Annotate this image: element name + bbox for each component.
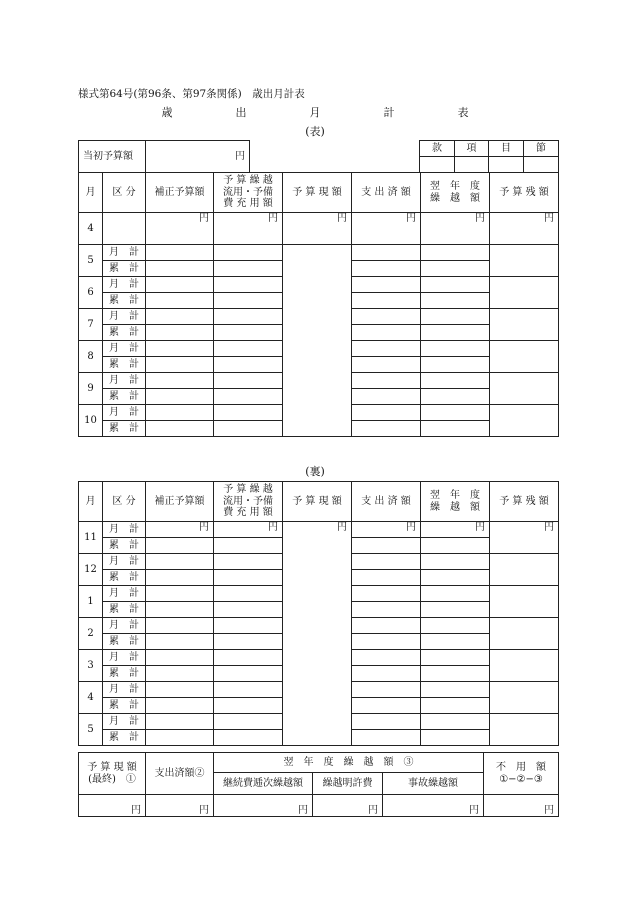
month-cell: 8 bbox=[79, 341, 103, 373]
summary-table bbox=[78, 752, 559, 817]
summary-value-explicit: 円 bbox=[313, 795, 383, 817]
class-kan: 款 bbox=[420, 141, 455, 157]
row-cumulative: 累 計 bbox=[103, 730, 146, 746]
class-setsu: 節 bbox=[524, 141, 559, 157]
row-monthly: 月 計 bbox=[103, 341, 146, 357]
row-monthly: 月 計 bbox=[103, 650, 146, 666]
row-monthly: 月 計 bbox=[103, 405, 146, 421]
header-month: 月 bbox=[79, 482, 103, 522]
back-side-label: (裏) bbox=[305, 465, 325, 478]
month-cell: 5 bbox=[79, 245, 103, 277]
row-cumulative: 累 計 bbox=[103, 325, 146, 341]
summary-current-final: 予 算 現 額 (最終) ① bbox=[79, 753, 146, 795]
row-cumulative: 累 計 bbox=[103, 634, 146, 650]
row-monthly: 月 計 bbox=[103, 714, 146, 730]
row-cumulative: 累 計 bbox=[103, 538, 146, 554]
row-cumulative: 累 計 bbox=[103, 357, 146, 373]
month-cell: 2 bbox=[79, 618, 103, 650]
front-monthly-table: 月 区 分 補正予算額 予 算 繰 越 流用・予備 費 充 用 額 予 算 現 額 支 出 済 額 翌 年 度 繰 越 額 予 算 残 額 4 円 円 円 円 円 円 5 月 計 累 計 6 月 計 累 計 7 月 計 累 計 8 月 計 累 計 9 月 計 累 計 10 月 計 累 計 bbox=[78, 172, 559, 437]
class-moku: 目 bbox=[489, 141, 524, 157]
header-category: 区 分 bbox=[103, 482, 146, 522]
header-remaining: 予 算 残 額 bbox=[490, 482, 559, 522]
back-monthly-table: 月 区 分 補正予算額 予 算 繰 越 流用・予備 費 充 用 額 予 算 現 額 支 出 済 額 翌 年 度 繰 越 額 予 算 残 額 11 月 計 円 円 円 円 円 円 累 計 12 月 計 累 計 1 月 計 累 計 2 月 計 累 計 3 月 計 累 計 4 月 計 累 計 5 月 計 累 計 bbox=[78, 481, 559, 746]
summary-explicit: 繰越明許費 bbox=[313, 773, 383, 795]
header-category: 区 分 bbox=[103, 173, 146, 213]
month-cell: 5 bbox=[79, 714, 103, 746]
header-spent: 支 出 済 額 bbox=[352, 173, 421, 213]
row-cumulative: 累 計 bbox=[103, 602, 146, 618]
summary-unused: 不 用 額 ①−②−③ bbox=[484, 753, 559, 795]
month-cell: 1 bbox=[79, 586, 103, 618]
row-monthly: 月 計 bbox=[103, 277, 146, 293]
row-cumulative: 累 計 bbox=[103, 570, 146, 586]
header-current-budget: 予 算 現 額 bbox=[283, 173, 352, 213]
row-monthly: 月 計 bbox=[103, 309, 146, 325]
summary-value-spent: 円 bbox=[146, 795, 214, 817]
month-cell: 3 bbox=[79, 650, 103, 682]
row-monthly: 月 計 bbox=[103, 618, 146, 634]
header-spent: 支 出 済 額 bbox=[352, 482, 421, 522]
month-cell: 12 bbox=[79, 554, 103, 586]
summary-value-accident: 円 bbox=[383, 795, 484, 817]
summary-value-continuing: 円 bbox=[214, 795, 313, 817]
current-budget-merged bbox=[283, 245, 352, 437]
row-cumulative: 累 計 bbox=[103, 389, 146, 405]
row-monthly: 月 計 bbox=[103, 245, 146, 261]
month-cell: 6 bbox=[79, 277, 103, 309]
summary-accident: 事故繰越額 bbox=[383, 773, 484, 795]
row-monthly: 月 計 bbox=[103, 522, 146, 538]
form-reference: 様式第64号(第96条、第97条関係) 歳出月計表 bbox=[78, 88, 305, 100]
initial-budget-label: 当初予算額 bbox=[79, 141, 146, 173]
header-revised-budget: 補正予算額 bbox=[146, 482, 214, 522]
header-next-year: 翌 年 度 繰 越 額 bbox=[421, 173, 490, 213]
header-remaining: 予 算 残 額 bbox=[490, 173, 559, 213]
month-cell: 9 bbox=[79, 373, 103, 405]
header-next-year: 翌 年 度 繰 越 額 bbox=[421, 482, 490, 522]
row-cumulative: 累 計 bbox=[103, 261, 146, 277]
row-cumulative: 累 計 bbox=[103, 293, 146, 309]
header-current-budget: 予 算 現 額 bbox=[283, 482, 352, 522]
initial-budget-value: 円 bbox=[146, 141, 250, 173]
row-monthly: 月 計 bbox=[103, 373, 146, 389]
month-cell: 10 bbox=[79, 405, 103, 437]
row-cumulative: 累 計 bbox=[103, 666, 146, 682]
month-cell: 4 bbox=[79, 682, 103, 714]
class-kou: 項 bbox=[455, 141, 489, 157]
initial-budget-table bbox=[78, 140, 250, 173]
row-monthly: 月 計 bbox=[103, 554, 146, 570]
header-carryover: 予 算 繰 越 流用・予備 費 充 用 額 bbox=[214, 173, 283, 213]
month-cell: 11 bbox=[79, 522, 103, 554]
row-monthly: 月 計 bbox=[103, 586, 146, 602]
page-title: 歳 出 月 計 表 bbox=[161, 106, 495, 119]
row-cumulative: 累 計 bbox=[103, 421, 146, 437]
summary-spent: 支出済額② bbox=[146, 753, 214, 795]
header-revised-budget: 補正予算額 bbox=[146, 173, 214, 213]
current-budget-merged: 円 bbox=[283, 522, 352, 746]
front-side-label: (表) bbox=[305, 125, 325, 138]
row-monthly: 月 計 bbox=[103, 682, 146, 698]
header-carryover: 予 算 繰 越 流用・予備 費 充 用 額 bbox=[214, 482, 283, 522]
month-cell: 4 bbox=[79, 213, 103, 245]
summary-value-current: 円 bbox=[79, 795, 146, 817]
classification-table bbox=[419, 140, 559, 173]
summary-value-unused: 円 bbox=[484, 795, 559, 817]
row-cumulative: 累 計 bbox=[103, 698, 146, 714]
summary-next-year: 翌 年 度 繰 越 額 ③ bbox=[214, 753, 484, 773]
summary-continuing: 継続費逓次繰越額 bbox=[214, 773, 313, 795]
month-cell: 7 bbox=[79, 309, 103, 341]
header-month: 月 bbox=[79, 173, 103, 213]
